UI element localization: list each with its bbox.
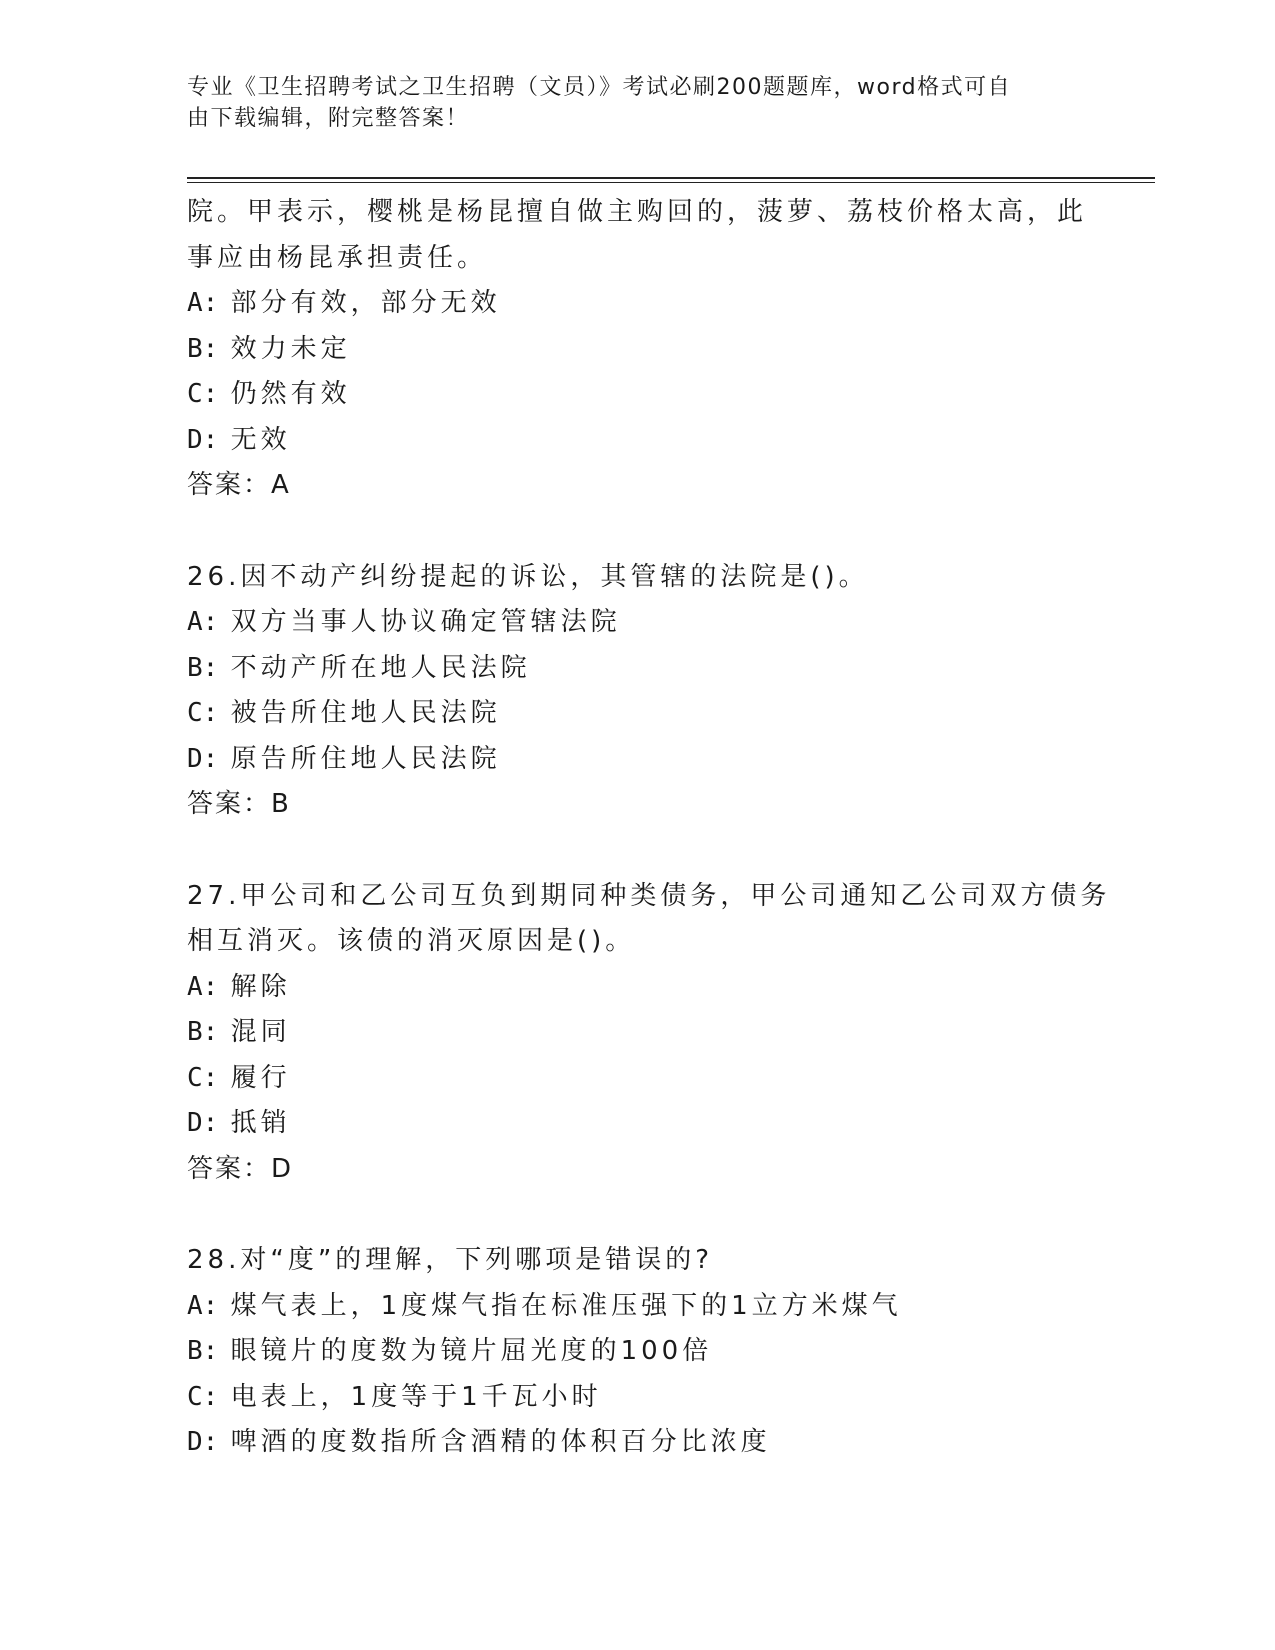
option-text: 煤气表上，1度煤气指在标准压强下的1立方米煤气 [230,1290,902,1321]
document-body [187,190,1111,1466]
option-d [187,1420,1087,1466]
option-label: D: [187,743,219,774]
header-rule-thick [187,177,1155,179]
option-c [187,1375,1087,1421]
option-label: C: [187,698,219,728]
option-c [187,691,1087,737]
option-a [187,600,1087,646]
option-b [187,1329,1087,1375]
option-c [187,372,1087,418]
option-text: 抵销 [230,1108,291,1138]
question-text-line: 相互消灭。该债的消灭原因是()。 [187,926,636,956]
option-text: 电表上，1度等于1千瓦小时 [230,1381,602,1412]
option-text: 效力未定 [230,333,351,364]
document-header [187,72,1067,134]
option-label: B: [187,1017,219,1047]
option-text: 无效 [230,424,291,455]
answer-line: 答案：D [187,1153,294,1184]
question-27 [187,874,1111,1193]
option-text: 眼镜片的度数为镜片屈光度的100倍 [230,1336,713,1366]
option-b [187,1010,1087,1056]
option-label: A: [187,288,219,318]
option-b [187,327,1087,373]
question-continuation [187,190,1087,509]
option-text: 解除 [230,971,291,1002]
question-text-line: 事应由杨昆承担责任。 [187,242,488,273]
option-text: 原告所住地人民法院 [230,743,501,774]
header-line-2: 由下载编辑，附完整答案！ [187,106,470,131]
option-a [187,1284,1087,1330]
option-text: 仍然有效 [230,379,351,409]
question-text-line: 院。甲表示，樱桃是杨昆擅自做主购回的，菠萝、荔枝价格太高，此 [187,197,1088,227]
option-label: C: [187,1062,219,1093]
header-rule-thin [187,182,1155,183]
option-label: C: [187,379,219,409]
option-label: B: [187,333,219,364]
header-line-1: 专业《卫生招聘考试之卫生招聘（文员）》考试必刷200题题库，word格式可自 [187,75,1012,100]
option-text: 不动产所在地人民法院 [230,652,531,683]
question-26 [187,555,1087,828]
option-label: D: [187,424,219,455]
option-a [187,281,1087,327]
option-label: D: [187,1108,219,1138]
option-d [187,1101,1087,1147]
answer-line: 答案：B [187,789,291,819]
option-label: B: [187,652,219,683]
option-label: A: [187,971,219,1002]
option-label: A: [187,607,219,637]
question-text-line: 28.对“度”的理解，下列哪项是错误的? [187,1245,714,1275]
option-label: A: [187,1290,219,1321]
question-text-line: 27.甲公司和乙公司互负到期同种类债务，甲公司通知乙公司双方债务 [187,880,1111,911]
question-text-line: 26.因不动产纠纷提起的诉讼，其管辖的法院是()。 [187,561,869,592]
option-b [187,646,1087,692]
option-text: 部分有效，部分无效 [230,288,501,318]
option-label: B: [187,1336,219,1366]
option-text: 啤酒的度数指所含酒精的体积百分比浓度 [230,1427,771,1457]
option-label: C: [187,1381,219,1412]
option-d [187,418,1087,464]
option-d [187,737,1087,783]
answer-line: 答案：A [187,470,291,500]
question-28 [187,1238,1087,1466]
option-c [187,1056,1087,1102]
option-label: D: [187,1427,219,1457]
option-text: 被告所住地人民法院 [230,698,501,728]
option-text: 履行 [230,1062,291,1093]
option-text: 混同 [230,1017,291,1047]
option-text: 双方当事人协议确定管辖法院 [230,607,621,637]
option-a [187,965,1087,1011]
